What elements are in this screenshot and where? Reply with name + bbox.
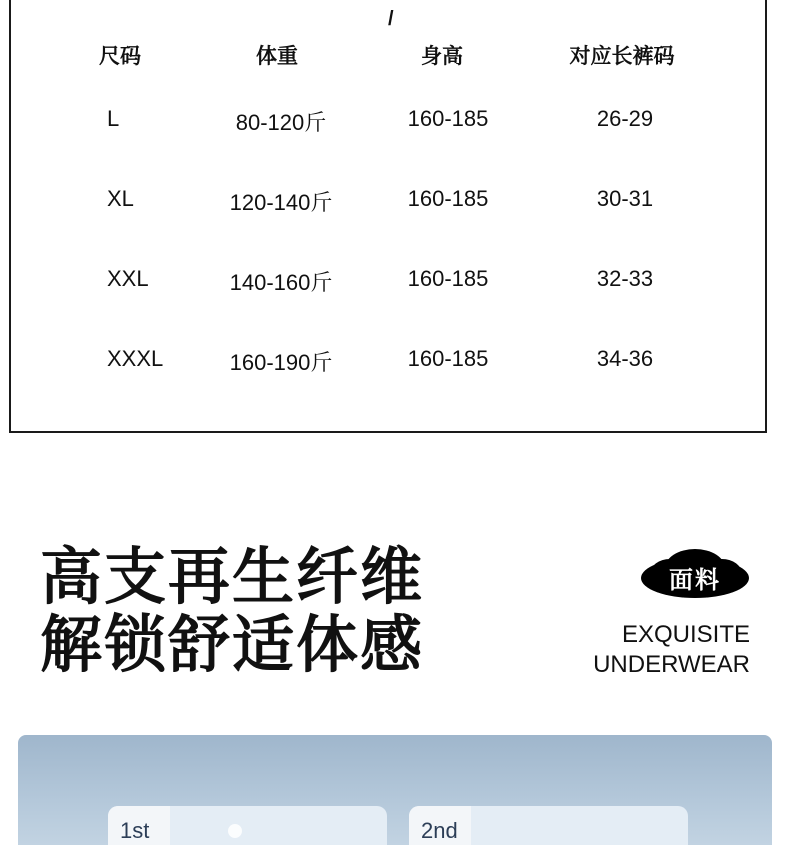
cell-weight: 160-190斤 — [229, 350, 333, 375]
cell-height: 160-185 — [407, 346, 489, 371]
sparkle-icon — [228, 824, 242, 838]
headline-line-1: 高支再生纤维 — [40, 540, 425, 613]
cell-weight: 140-160斤 — [229, 270, 333, 295]
cell-size: L — [107, 106, 120, 131]
fabric-card-2 — [409, 806, 688, 845]
size-table — [9, 0, 767, 433]
cell-height: 160-185 — [407, 186, 489, 211]
cell-pants-size: 26-29 — [596, 106, 654, 131]
card-1-tag: 1st — [120, 818, 150, 843]
badge-label: 面料 — [669, 566, 721, 594]
cell-size: XXXL — [107, 346, 164, 371]
header-weight: 体重 — [256, 44, 298, 68]
english-line-1: EXQUISITE — [621, 621, 750, 648]
english-line-2: UNDERWEAR — [593, 651, 750, 678]
cell-pants-size: 34-36 — [596, 346, 654, 371]
cell-size: XL — [107, 186, 134, 211]
fabric-card-1 — [108, 806, 387, 845]
cell-pants-size: 30-31 — [596, 186, 654, 211]
cell-weight: 120-140斤 — [229, 190, 333, 215]
cell-height: 160-185 — [407, 106, 489, 131]
card-2-tag: 2nd — [421, 818, 458, 843]
header-height: 身高 — [421, 44, 463, 68]
cell-height: 160-185 — [407, 266, 489, 291]
cell-weight: 80-120斤 — [235, 110, 327, 135]
cell-size: XXL — [107, 266, 149, 291]
header-pants-size: 对应长裤码 — [569, 44, 675, 68]
fabric-photo-panel — [18, 735, 772, 845]
header-size: 尺码 — [99, 44, 141, 68]
header-slash: / — [388, 8, 394, 30]
headline-line-2: 解锁舒适体感 — [40, 608, 425, 681]
cell-pants-size: 32-33 — [596, 266, 654, 291]
